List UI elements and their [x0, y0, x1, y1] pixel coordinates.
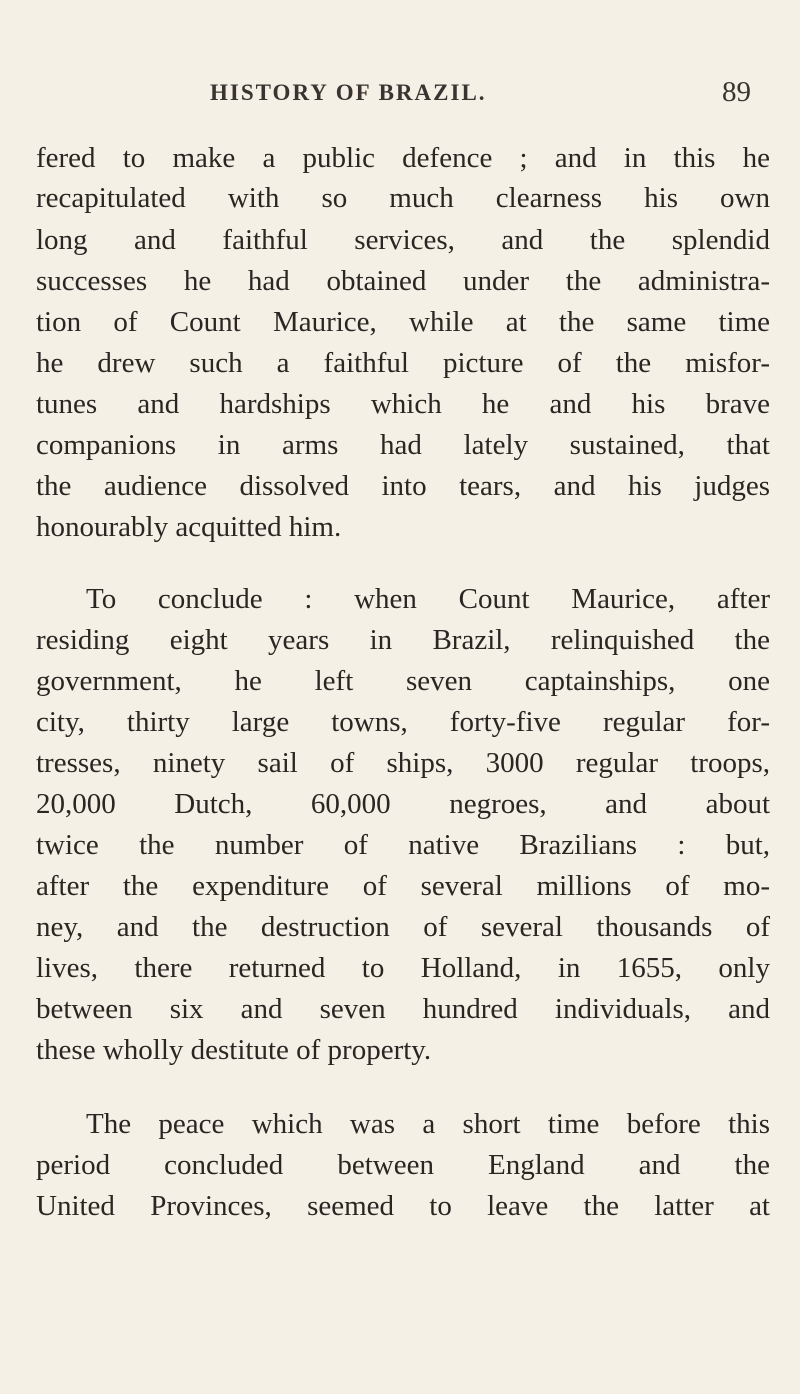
text-line: after the expenditure of several millions of mo- [36, 870, 770, 902]
text-line: 20,000 Dutch, 60,000 negroes, and about [36, 788, 770, 820]
text-line: tunes and hardships which he and his brave [36, 388, 770, 420]
text-line: period concluded between England and the [36, 1149, 770, 1181]
text-line: city, thirty large towns, forty-five regular for- [36, 706, 770, 738]
text-line: tresses, ninety sail of ships, 3000 regular troops, [36, 747, 770, 779]
text-line: he drew such a faithful picture of the misfor- [36, 347, 770, 379]
text-line: recapitulated with so much clearness his own [36, 182, 770, 214]
text-line: tion of Count Maurice, while at the same time [36, 306, 770, 338]
running-title: HISTORY OF BRAZIL. [210, 80, 487, 105]
text-line: lives, there returned to Holland, in 1655, only [36, 952, 770, 984]
text-line: twice the number of native Brazilians : but, [36, 829, 770, 861]
text-line: successes he had obtained under the administra- [36, 265, 770, 297]
text-line: long and faithful services, and the splendid [36, 224, 770, 256]
text-line: between six and seven hundred individuals, and [36, 993, 770, 1025]
text-line: companions in arms had lately sustained, that [36, 429, 770, 461]
text-line: honourably acquitted him. [36, 511, 342, 543]
text-line: government, he left seven captainships, one [36, 665, 770, 697]
running-head [0, 76, 800, 116]
text-line: United Provinces, seemed to leave the latter at [36, 1190, 770, 1222]
text-line: residing eight years in Brazil, relinquished the [36, 624, 770, 656]
page-number: 89 [722, 76, 751, 108]
text-line: The peace which was a short time before this [86, 1108, 770, 1140]
text-line: these wholly destitute of property. [36, 1034, 432, 1066]
text-line: the audience dissolved into tears, and his judges [36, 470, 770, 502]
text-line: ney, and the destruction of several thousands of [36, 911, 770, 943]
text-line: fered to make a public defence ; and in this he [36, 142, 770, 174]
text-line: To conclude : when Count Maurice, after [86, 583, 770, 615]
